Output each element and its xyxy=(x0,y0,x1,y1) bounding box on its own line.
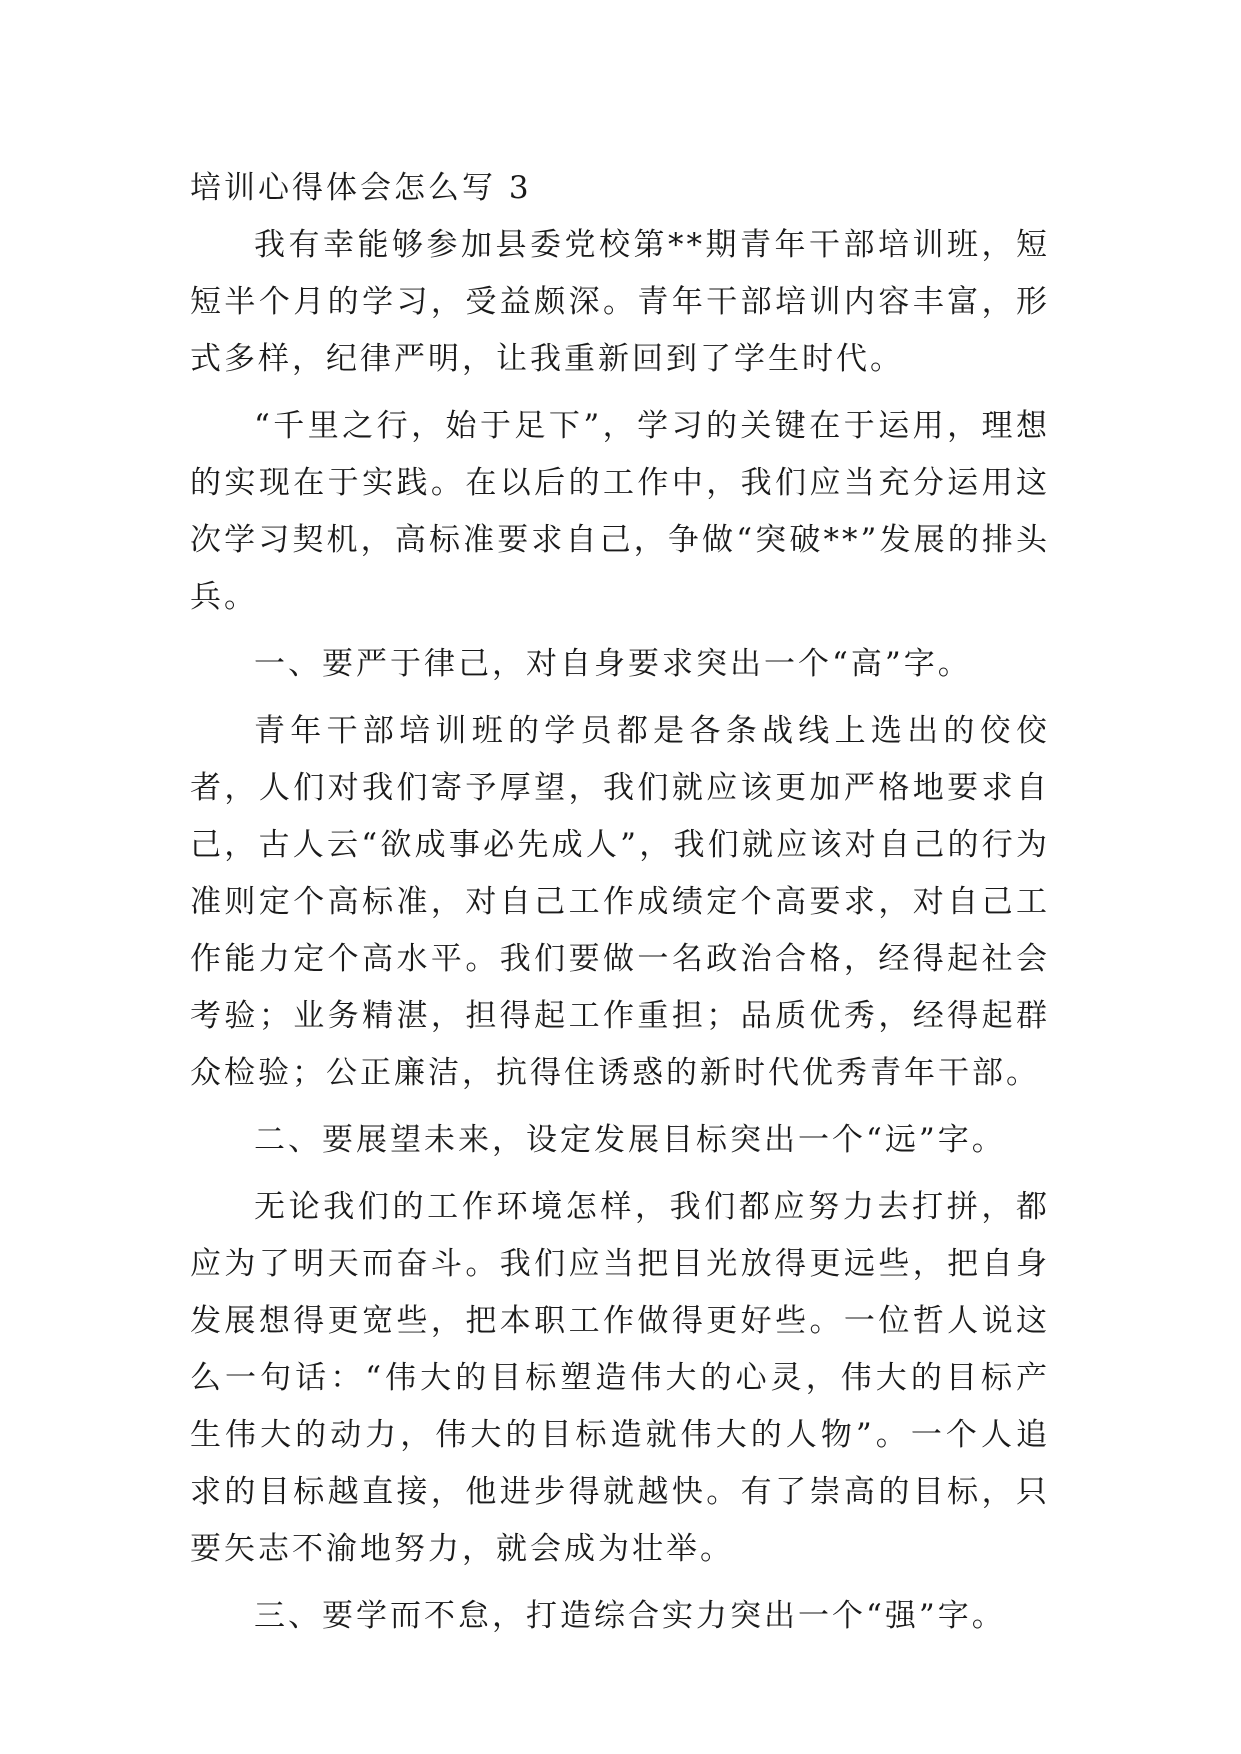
paragraph-section-1: 青年干部培训班的学员都是各条战线上选出的佼佼者，人们对我们寄予厚望，我们就应该更加严格地要求自己，古人云“欲成事必先成人”，我们就应该对自己的行为准则定个高标准，对自己工作成绩定个高要求，对自己工作能力定个高水平。我们要做一名政治合格，经得起社会考验；业务精湛，担得起工作重担；品质优秀，经得起群众检验；公正廉洁，抗得住诱惑的新时代优秀青年干部。 xyxy=(190,713,1050,1091)
paragraph-section-2: 无论我们的工作环境怎样，我们都应努力去打拼，都应为了明天而奋斗。我们应当把目光放得更远些，把自身发展想得更宽些，把本职工作做得更好些。一位哲人说这么一句话：“伟大的目标塑造伟大的心灵，伟大的目标产生伟大的动力，伟大的目标造就伟大的人物”。一个人追求的目标越直接，他进步得就越快。有了崇高的目标，只要矢志不渝地努力，就会成为壮举。 xyxy=(190,1189,1050,1567)
section-heading-2: 二、要展望未来，设定发展目标突出一个“远”字。 xyxy=(254,1122,1006,1158)
paragraph-intro: 我有幸能够参加县委党校第**期青年干部培训班，短短半个月的学习，受益颇深。青年干部培训内容丰富，形式多样，纪律严明，让我重新回到了学生时代。 xyxy=(190,227,1050,377)
section-heading-1: 一、要严于律己，对自身要求突出一个“高”字。 xyxy=(254,646,972,682)
paragraph-practice: “千里之行，始于足下”，学习的关键在于运用，理想的实现在于实践。在以后的工作中，我们应当充分运用这次学习契机，高标准要求自己，争做“突破**”发展的排头兵。 xyxy=(190,408,1050,615)
section-heading-3: 三、要学而不怠，打造综合实力突出一个“强”字。 xyxy=(254,1598,1006,1634)
document-title: 培训心得体会怎么写 3 xyxy=(190,170,532,206)
document-body xyxy=(190,160,1050,1655)
